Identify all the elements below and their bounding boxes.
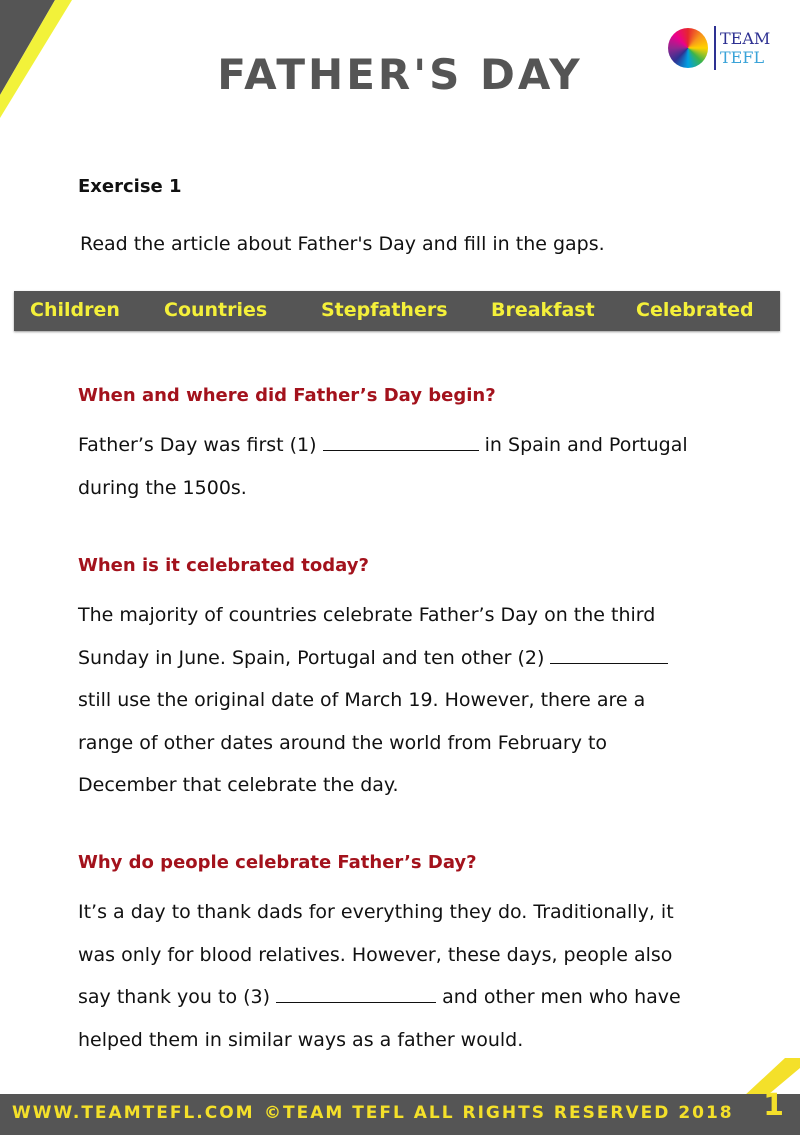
team-tefl-logo — [668, 26, 770, 70]
word-bank-item: Breakfast — [491, 299, 595, 321]
logo-line1: TEAM — [720, 29, 771, 48]
paragraph-text: in Spain and Portugal — [478, 434, 688, 456]
exercise-title: Exercise 1 — [78, 176, 182, 197]
word-bank-item: Countries — [164, 299, 268, 321]
footer-bar — [0, 1094, 800, 1135]
gap-3[interactable] — [276, 984, 436, 1003]
section-why — [78, 849, 758, 1061]
section-heading: Why do people celebrate Father’s Day? — [78, 852, 477, 873]
page-number: 1 — [763, 1088, 784, 1123]
paragraph-text: Father’s Day was first (1) — [78, 434, 323, 456]
paragraph-text: was only for blood relatives. However, these days, people also — [78, 943, 673, 966]
paragraph-text: It’s a day to thank dads for everything they do. Traditionally, it — [78, 901, 674, 923]
page-title: FATHER'S DAY — [217, 50, 583, 99]
gap-2[interactable] — [550, 645, 668, 664]
paragraph-text: The majority of countries celebrate Father’s Day on the third — [78, 604, 656, 626]
logo-divider — [714, 26, 716, 70]
exercise-instruction: Read the article about Father's Day and fill in the gaps. — [80, 233, 605, 255]
paragraph-text: still use the original date of March 19. However, there are a — [78, 689, 646, 711]
section-heading: When is it celebrated today? — [78, 555, 369, 576]
paragraph-text: say thank you to (3) — [78, 986, 277, 1008]
section-today — [78, 552, 758, 807]
word-bank-item: Stepfathers — [321, 299, 448, 321]
logo-line2: TEFL — [720, 48, 765, 67]
logo-flower-icon — [668, 28, 708, 68]
gap-1[interactable] — [323, 432, 479, 451]
section-origin — [78, 382, 758, 509]
paragraph-text: Sunday in June. Spain, Portugal and ten other (2) — [78, 646, 551, 669]
paragraph-text: helped them in similar ways as a father would. — [78, 1028, 524, 1051]
paragraph-text: and other men who have — [436, 986, 681, 1008]
word-bank-item: Children — [30, 299, 120, 321]
word-bank-item: Celebrated — [636, 299, 754, 321]
paragraph-text: December that celebrate the day. — [78, 774, 399, 796]
footer-copyright: ©TEAM TEFL ALL RIGHTS RESERVED 2018 — [264, 1103, 734, 1123]
section-heading: When and where did Father’s Day begin? — [78, 385, 496, 406]
footer-website: WWW.TEAMTEFL.COM — [12, 1103, 255, 1123]
paragraph-text: during the 1500s. — [78, 476, 247, 499]
paragraph-text: range of other dates around the world from February to — [78, 731, 608, 754]
word-bank — [14, 291, 780, 331]
